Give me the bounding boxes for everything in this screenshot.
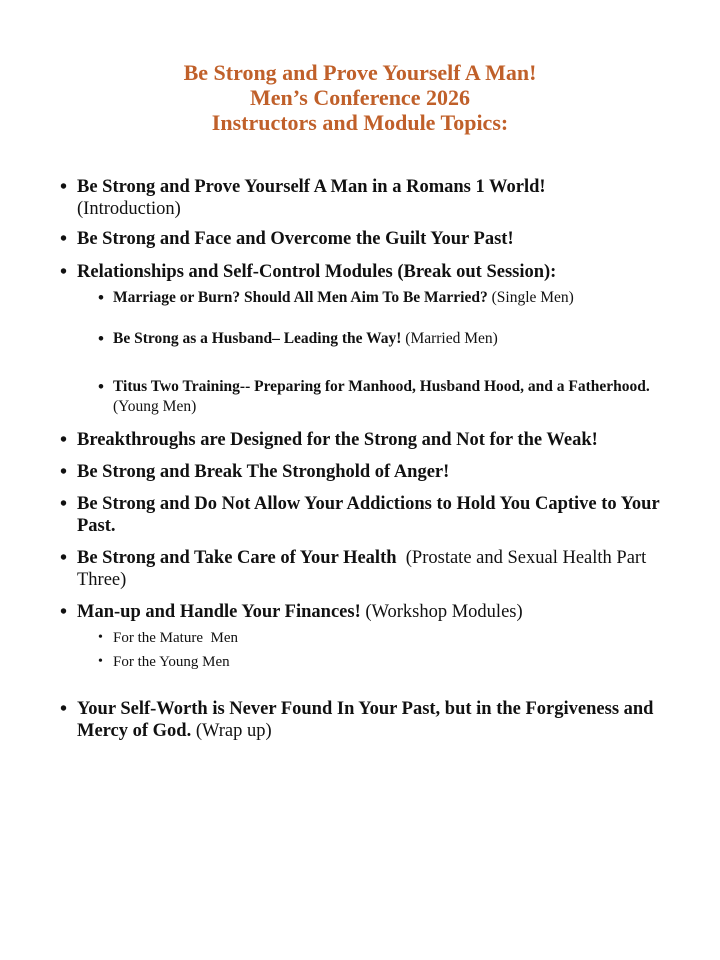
topic-title: Be Strong and Take Care of Your Health	[77, 548, 397, 568]
topic-title: Be Strong and Prove Yourself A Man in a Romans 1 World!	[77, 177, 546, 197]
topic-item	[60, 429, 660, 451]
topic-title: Man-up and Handle Your Finances!	[77, 602, 361, 622]
topic-title: Breakthroughs are Designed for the Strong and Not for the Weak!	[77, 430, 598, 450]
topic-title: Your Self-Worth is Never Found In Your Past, but in the Forgiveness and Mercy of God.	[77, 699, 654, 741]
sub-item-note: For the Mature Men	[113, 630, 238, 646]
topic-item	[60, 176, 660, 220]
topic-item	[60, 261, 660, 417]
sub-list	[77, 626, 660, 674]
topic-title: Be Strong and Break The Stronghold of Anger!	[77, 462, 450, 482]
sub-list	[77, 288, 660, 417]
title-line-1: Be Strong and Prove Yourself A Man!	[183, 60, 537, 85]
topic-note: (Introduction)	[77, 199, 181, 219]
topic-item	[60, 228, 660, 250]
topic-title: Relationships and Self-Control Modules (Break out Session):	[77, 262, 557, 282]
topic-title: Be Strong and Do Not Allow Your Addictions to Hold You Captive to Your Past.	[77, 494, 660, 536]
topic-item	[60, 601, 660, 674]
topic-note: (Wrap up)	[195, 721, 272, 741]
topic-item	[60, 493, 660, 537]
topic-item	[60, 698, 660, 742]
topic-item	[60, 547, 660, 591]
topic-item	[60, 461, 660, 483]
sub-item	[98, 329, 660, 349]
title-line-3: Instructors and Module Topics:	[211, 110, 509, 135]
sub-item-note: (Single Men)	[491, 289, 574, 306]
sub-item	[98, 377, 660, 417]
document-title	[0, 0, 720, 135]
sub-item	[98, 288, 660, 308]
topic-note: (Workshop Modules)	[365, 602, 523, 622]
sub-item-note: (Married Men)	[405, 330, 498, 347]
topic-title: Be Strong and Face and Overcome the Guilt Your Past!	[77, 229, 514, 249]
topic-list	[60, 176, 660, 742]
sub-item-title: Be Strong as a Husband– Leading the Way!	[113, 330, 402, 347]
sub-item-title: Marriage or Burn? Should All Men Aim To Be Married?	[113, 289, 488, 306]
sub-item-note: For the Young Men	[113, 654, 230, 670]
sub-item-note: (Young Men)	[113, 398, 197, 415]
sub-item	[98, 626, 660, 650]
sub-item-title: Titus Two Training-- Preparing for Manhood, Husband Hood, and a Fatherhood.	[113, 378, 650, 395]
title-line-2: Men’s Conference 2026	[250, 85, 470, 110]
topic-note: (Prostate and Sexual Health Part Three)	[77, 548, 647, 590]
sub-item	[98, 650, 660, 674]
